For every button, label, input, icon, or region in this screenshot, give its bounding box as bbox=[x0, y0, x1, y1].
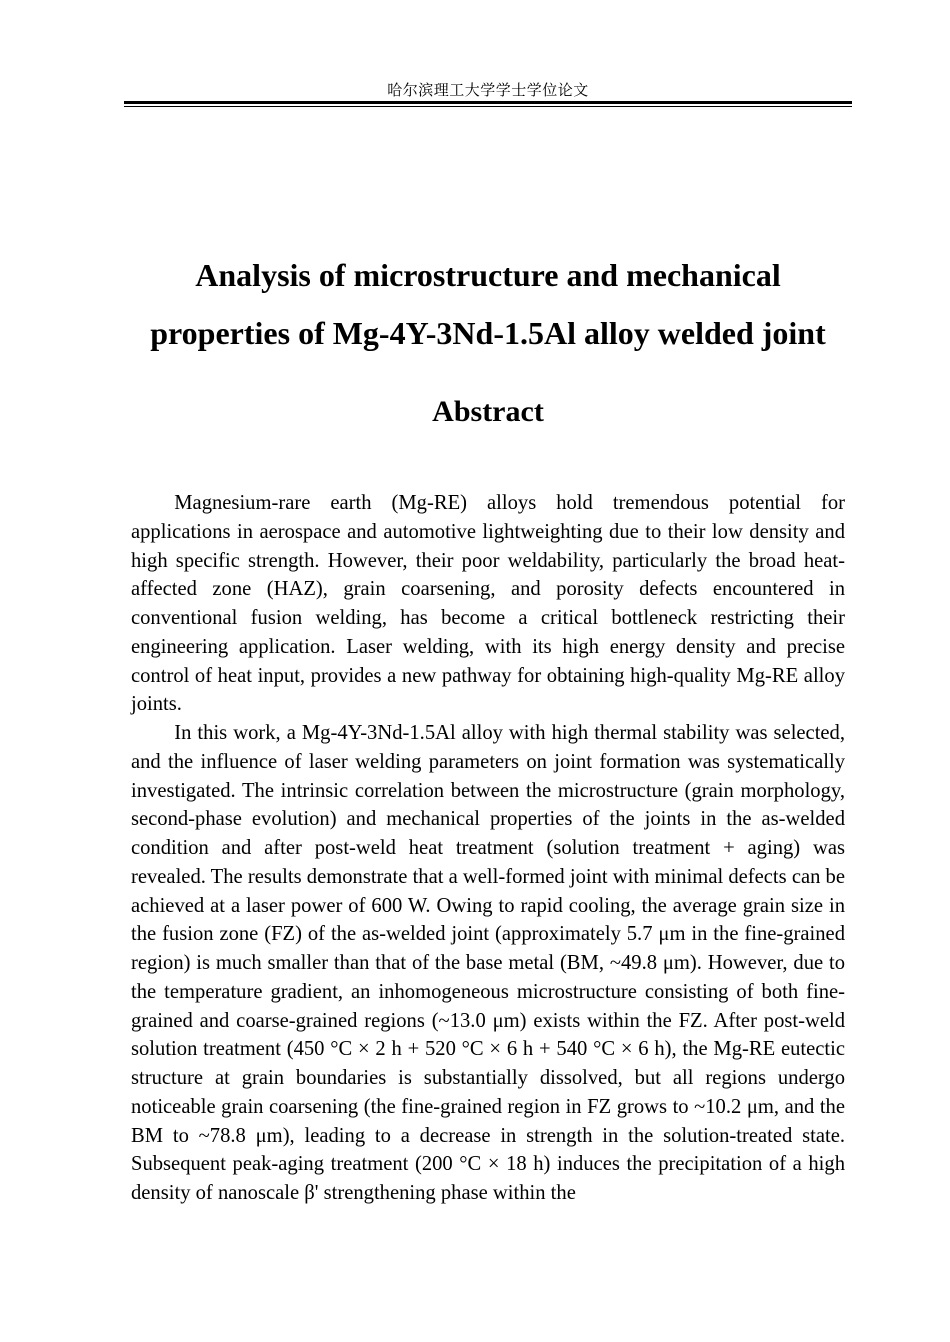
abstract-body bbox=[131, 489, 845, 1208]
thesis-title-line-1: Analysis of microstructure and mechanical bbox=[195, 257, 781, 293]
thesis-title-line-2: properties of Mg-4Y-3Nd-1.5Al alloy welded joint bbox=[150, 315, 826, 351]
abstract-paragraph-1: Magnesium-rare earth (Mg-RE) alloys hold tremendous potential for applications in aerospace and automotive lightweighting due to their low density and high specific strength. However, their poor weldability, particularly the broad heat-affected zone (HAZ), grain coarsening, and porosity defects encountered in conventional fusion welding, has become a critical bottleneck restricting their engineering application. Laser welding, with its high energy density and precise control of heat input, provides a new pathway for obtaining high-quality Mg-RE alloy joints. bbox=[131, 492, 845, 716]
header-rule-thin bbox=[124, 106, 852, 107]
abstract-heading: Abstract bbox=[432, 395, 544, 428]
abstract-paragraph-2: In this work, a Mg-4Y-3Nd-1.5Al alloy with high thermal stability was selected, and the influence of laser welding parameters on joint formation was systematically investigated. The intrinsic correlation between the microstructure (grain morphology, second-phase evolution) and mechanical properties of the joints in the as-welded condition and after post-weld heat treatment (solution treatment + aging) was revealed. The results demonstrate that a well-formed joint with minimal defects can be achieved at a laser power of 600 W. Owing to rapid cooling, the average grain size in the fusion zone (FZ) of the as-welded joint (approximately 5.7 μm in the fine-grained region) is much smaller than that of the base metal (BM, ~49.8 μm). However, due to the temperature gradient, an inhomogeneous microstructure consisting of both fine-grained and coarse-grained regions (~13.0 μm) exists within the FZ. After post-weld solution treatment (450 °C × 2 h + 520 °C × 6 h + 540 °C × 6 h), the Mg-RE eutectic structure at grain boundaries is substantially dissolved, but all regions undergo noticeable grain coarsening (the fine-grained region in FZ grows to ~10.2 μm, and the BM to ~78.8 μm), leading to a decrease in strength in the solution-treated state. Subsequent peak-aging treatment (200 °C × 18 h) induces the precipitation of a high density of nanoscale β' strengthening phase within the bbox=[131, 722, 845, 1204]
thesis-title bbox=[110, 246, 866, 362]
running-header: 哈尔滨理工大学学士学位论文 bbox=[387, 81, 589, 99]
header-rule-thick bbox=[124, 101, 852, 104]
